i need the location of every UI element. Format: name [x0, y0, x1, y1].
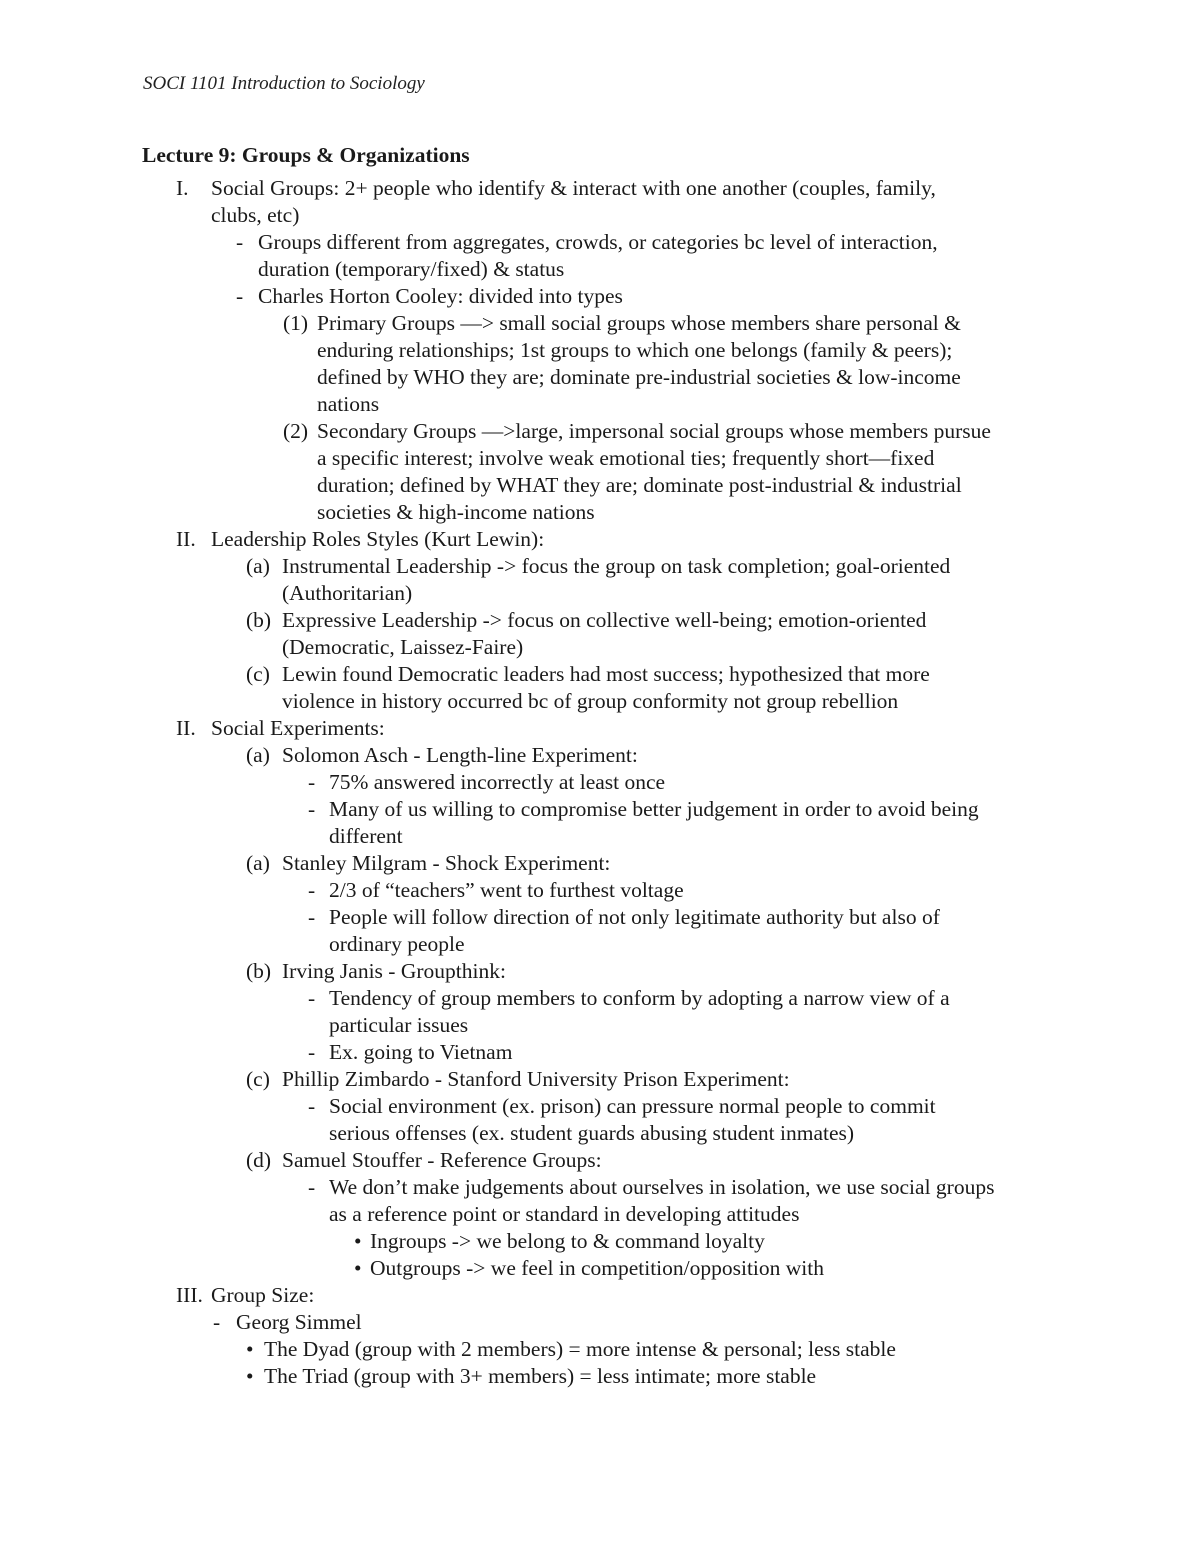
outline-line: duration (temporary/fixed) & status: [258, 257, 565, 281]
outline-line: Social environment (ex. prison) can pressure normal people to commit: [329, 1094, 936, 1118]
outline-marker: (1): [283, 311, 309, 335]
outline-marker: II.: [176, 716, 196, 740]
outline-line: societies & high-income nations: [317, 500, 595, 524]
outline-line: defined by WHO they are; dominate pre-industrial societies & low-income: [317, 365, 961, 389]
outline-marker: -: [236, 284, 244, 308]
outline-marker: (c): [246, 1067, 270, 1091]
outline-marker: I.: [176, 176, 189, 200]
outline-marker: -: [308, 1175, 316, 1199]
outline-line: Tendency of group members to conform by adopting a narrow view of a: [329, 986, 950, 1010]
outline-line: serious offenses (ex. student guards abusing student inmates): [329, 1121, 855, 1145]
outline-line: violence in history occurred bc of group conformity not group rebellion: [282, 689, 899, 713]
outline-marker: -: [308, 878, 316, 902]
outline-marker: II.: [176, 527, 196, 551]
outline-line: duration; defined by WHAT they are; dominate post-industrial & industrial: [317, 473, 962, 497]
outline-marker: (b): [246, 959, 272, 983]
outline-marker: (a): [246, 554, 270, 578]
outline-line: enduring relationships; 1st groups to which one belongs (family & peers);: [317, 338, 953, 362]
outline-line: Ingroups -> we belong to & command loyalty: [370, 1229, 765, 1253]
outline-line: a specific interest; involve weak emotional ties; frequently short—fixed: [317, 446, 935, 470]
outline-line: (Authoritarian): [282, 581, 413, 605]
outline-line: Many of us willing to compromise better judgement in order to avoid being: [329, 797, 979, 821]
outline-line: (Democratic, Laissez-Faire): [282, 635, 524, 659]
outline-line: Solomon Asch - Length-line Experiment:: [282, 743, 638, 767]
outline-line: Stanley Milgram - Shock Experiment:: [282, 851, 611, 875]
outline-marker: -: [308, 797, 316, 821]
outline-line: Georg Simmel: [236, 1310, 362, 1334]
outline-marker: -: [308, 986, 316, 1010]
outline-marker: (2): [283, 419, 309, 443]
outline-line: 75% answered incorrectly at least once: [329, 770, 666, 794]
outline-line: Outgroups -> we feel in competition/opposition with: [370, 1256, 825, 1280]
outline-line: as a reference point or standard in developing attitudes: [329, 1202, 800, 1226]
outline-marker: (d): [246, 1148, 272, 1172]
outline-line: ordinary people: [329, 932, 465, 956]
outline-line: The Triad (group with 3+ members) = less intimate; more stable: [264, 1364, 817, 1388]
outline-line: People will follow direction of not only legitimate authority but also of: [329, 905, 940, 929]
lecture-title: Lecture 9: Groups & Organizations: [142, 143, 470, 167]
outline-marker: III.: [176, 1283, 203, 1307]
outline-line: Group Size:: [211, 1283, 315, 1307]
outline-line: Ex. going to Vietnam: [329, 1040, 513, 1064]
outline-marker: -: [236, 230, 244, 254]
outline-line: Groups different from aggregates, crowds, or categories bc level of interaction,: [258, 230, 938, 254]
outline-marker: -: [213, 1310, 221, 1334]
outline-line: Instrumental Leadership -> focus the group on task completion; goal-oriented: [282, 554, 951, 578]
outline-marker: -: [308, 770, 316, 794]
outline-marker: (b): [246, 608, 272, 632]
outline-line: Phillip Zimbardo - Stanford University Prison Experiment:: [282, 1067, 790, 1091]
outline-marker: -: [308, 905, 316, 929]
outline-line: Irving Janis - Groupthink:: [282, 959, 506, 983]
outline-marker: -: [308, 1094, 316, 1118]
outline-line: 2/3 of “teachers” went to furthest voltage: [329, 878, 684, 902]
outline-marker: (a): [246, 743, 270, 767]
outline-line: particular issues: [329, 1013, 469, 1037]
outline-marker: (c): [246, 662, 270, 686]
outline-line: We don’t make judgements about ourselves in isolation, we use social groups: [329, 1175, 995, 1199]
outline-line: Charles Horton Cooley: divided into types: [258, 284, 623, 308]
outline-line: Samuel Stouffer - Reference Groups:: [282, 1148, 602, 1172]
outline-line: Social Groups: 2+ people who identify & interact with one another (couples, family,: [211, 176, 936, 200]
outline-marker: -: [308, 1040, 316, 1064]
outline-marker: •: [354, 1256, 362, 1280]
outline-line: nations: [317, 392, 380, 416]
outline-marker: •: [354, 1229, 362, 1253]
outline-marker: (a): [246, 851, 270, 875]
outline-line: Primary Groups —> small social groups whose members share personal &: [317, 311, 961, 335]
outline-line: The Dyad (group with 2 members) = more intense & personal; less stable: [264, 1337, 896, 1361]
outline-line: Secondary Groups —>large, impersonal social groups whose members pursue: [317, 419, 991, 443]
outline-line: Social Experiments:: [211, 716, 385, 740]
outline-line: clubs, etc): [211, 203, 300, 227]
outline-marker: •: [246, 1337, 254, 1361]
outline-line: Leadership Roles Styles (Kurt Lewin):: [211, 527, 545, 551]
document-header: SOCI 1101 Introduction to Sociology: [143, 73, 425, 94]
outline-line: Lewin found Democratic leaders had most success; hypothesized that more: [282, 662, 930, 686]
outline-marker: •: [246, 1364, 254, 1388]
outline-line: different: [329, 824, 403, 848]
outline-line: Expressive Leadership -> focus on collective well-being; emotion-oriented: [282, 608, 927, 632]
